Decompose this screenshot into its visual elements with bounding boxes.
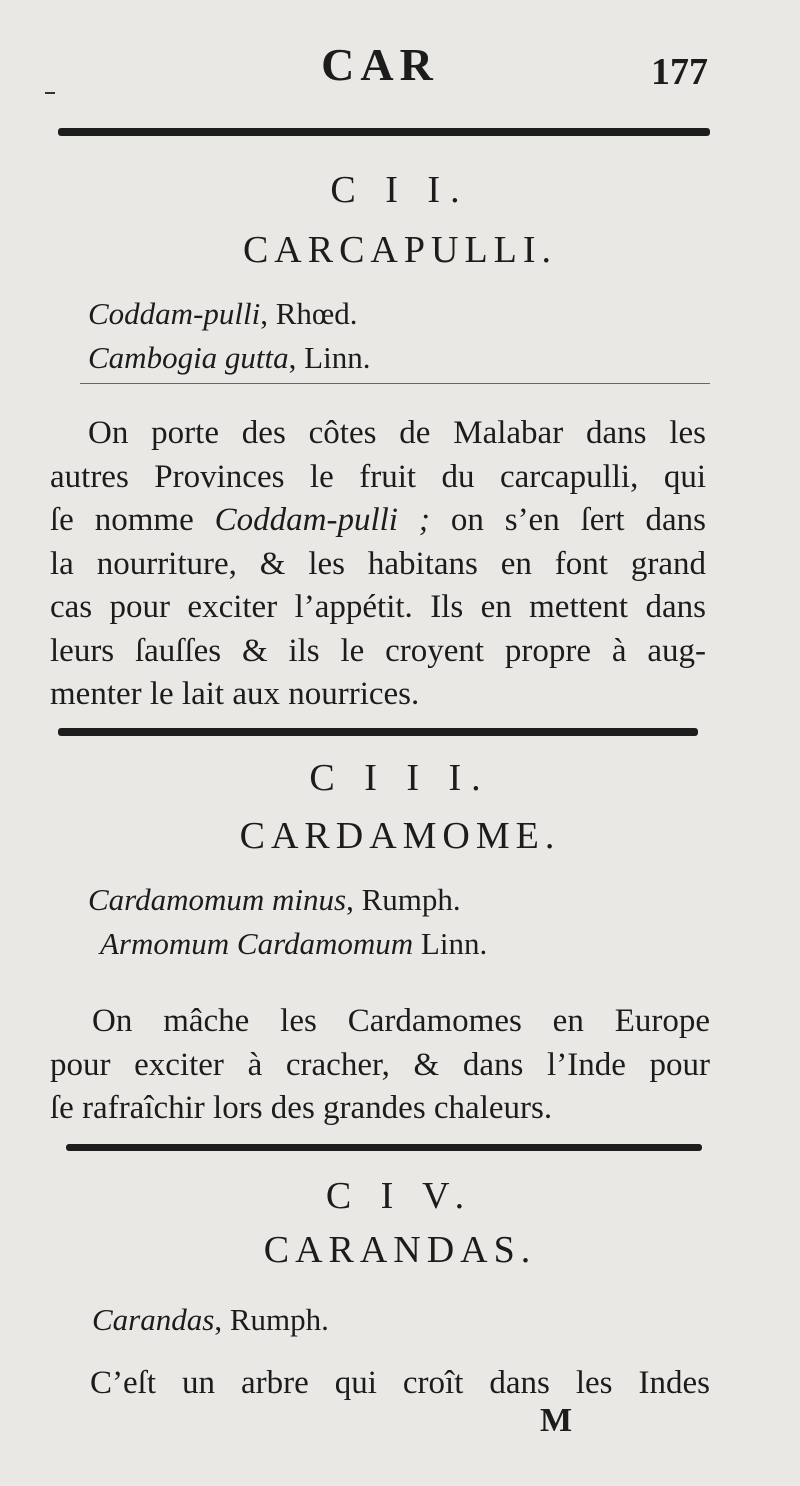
signature-mark: M — [540, 1402, 573, 1439]
text-line: C’eſt un arbre qui croît dans les Indes — [90, 1365, 710, 1401]
entry-title: CARANDAS. — [263, 1229, 537, 1271]
text-line: ſe rafraîchir lors des grandes chaleurs. — [50, 1090, 553, 1126]
text-line: leurs ſauſſes & ils le croyent propre à aug- — [50, 632, 706, 669]
synonym — [92, 1302, 329, 1338]
text-line — [50, 499, 706, 543]
text-line: On mâche les Cardamomes en Europe — [92, 1003, 710, 1039]
synonym — [88, 296, 358, 332]
section-divider — [80, 383, 710, 384]
text-line: autres Provinces le fruit du carcapulli, qui — [50, 458, 706, 495]
synonym-author: , Rumph. — [214, 1302, 329, 1337]
entry-body — [50, 412, 706, 717]
running-head: CAR — [321, 39, 439, 90]
text-run: ſe nomme — [50, 502, 194, 538]
synonym — [88, 882, 461, 918]
synonym-author: , Rumph. — [346, 882, 461, 917]
entry-title: CARDAMOME. — [239, 815, 561, 857]
entry-title: CARCAPULLI. — [242, 229, 558, 271]
entry-body — [90, 1362, 710, 1406]
text-line: cas pour exciter l’appétit. Ils en mettent dans — [50, 589, 706, 625]
synonym-author: , Linn. — [288, 340, 371, 375]
synonym-name: Carandas — [92, 1302, 215, 1337]
synonym — [100, 926, 487, 962]
entry-body — [50, 1000, 710, 1131]
synonym-name: Cardamomum minus — [88, 882, 347, 917]
text-italic: Coddam-pulli ; — [214, 502, 430, 538]
entry-number: C I V. — [325, 1175, 475, 1217]
corner-mark — [45, 92, 55, 94]
header-rule — [58, 128, 710, 136]
text-line: On porte des côtes de Malabar dans les — [88, 415, 706, 451]
synonym-name: Cambogia gutta — [88, 340, 289, 375]
text-line: la nourriture, & les habitans en font grand — [50, 545, 706, 582]
synonym-name: Coddam-pulli — [88, 296, 261, 331]
section-rule — [66, 1144, 702, 1151]
text-line: pour exciter à cracher, & dans l’Inde pour — [50, 1046, 710, 1083]
page-number: 177 — [651, 51, 708, 93]
text-line: menter le lait aux nourrices. — [50, 676, 420, 712]
synonym — [88, 340, 370, 376]
synonym-author: , Rhœd. — [260, 296, 358, 331]
entry-number: C I I. — [330, 169, 470, 211]
entry-number: C I I I. — [309, 757, 491, 799]
text-run: on s’en ſert dans — [450, 502, 706, 538]
synonym-author: Linn. — [413, 926, 488, 961]
section-rule — [58, 728, 698, 736]
synonym-name: Armomum Cardamomum — [100, 926, 414, 961]
